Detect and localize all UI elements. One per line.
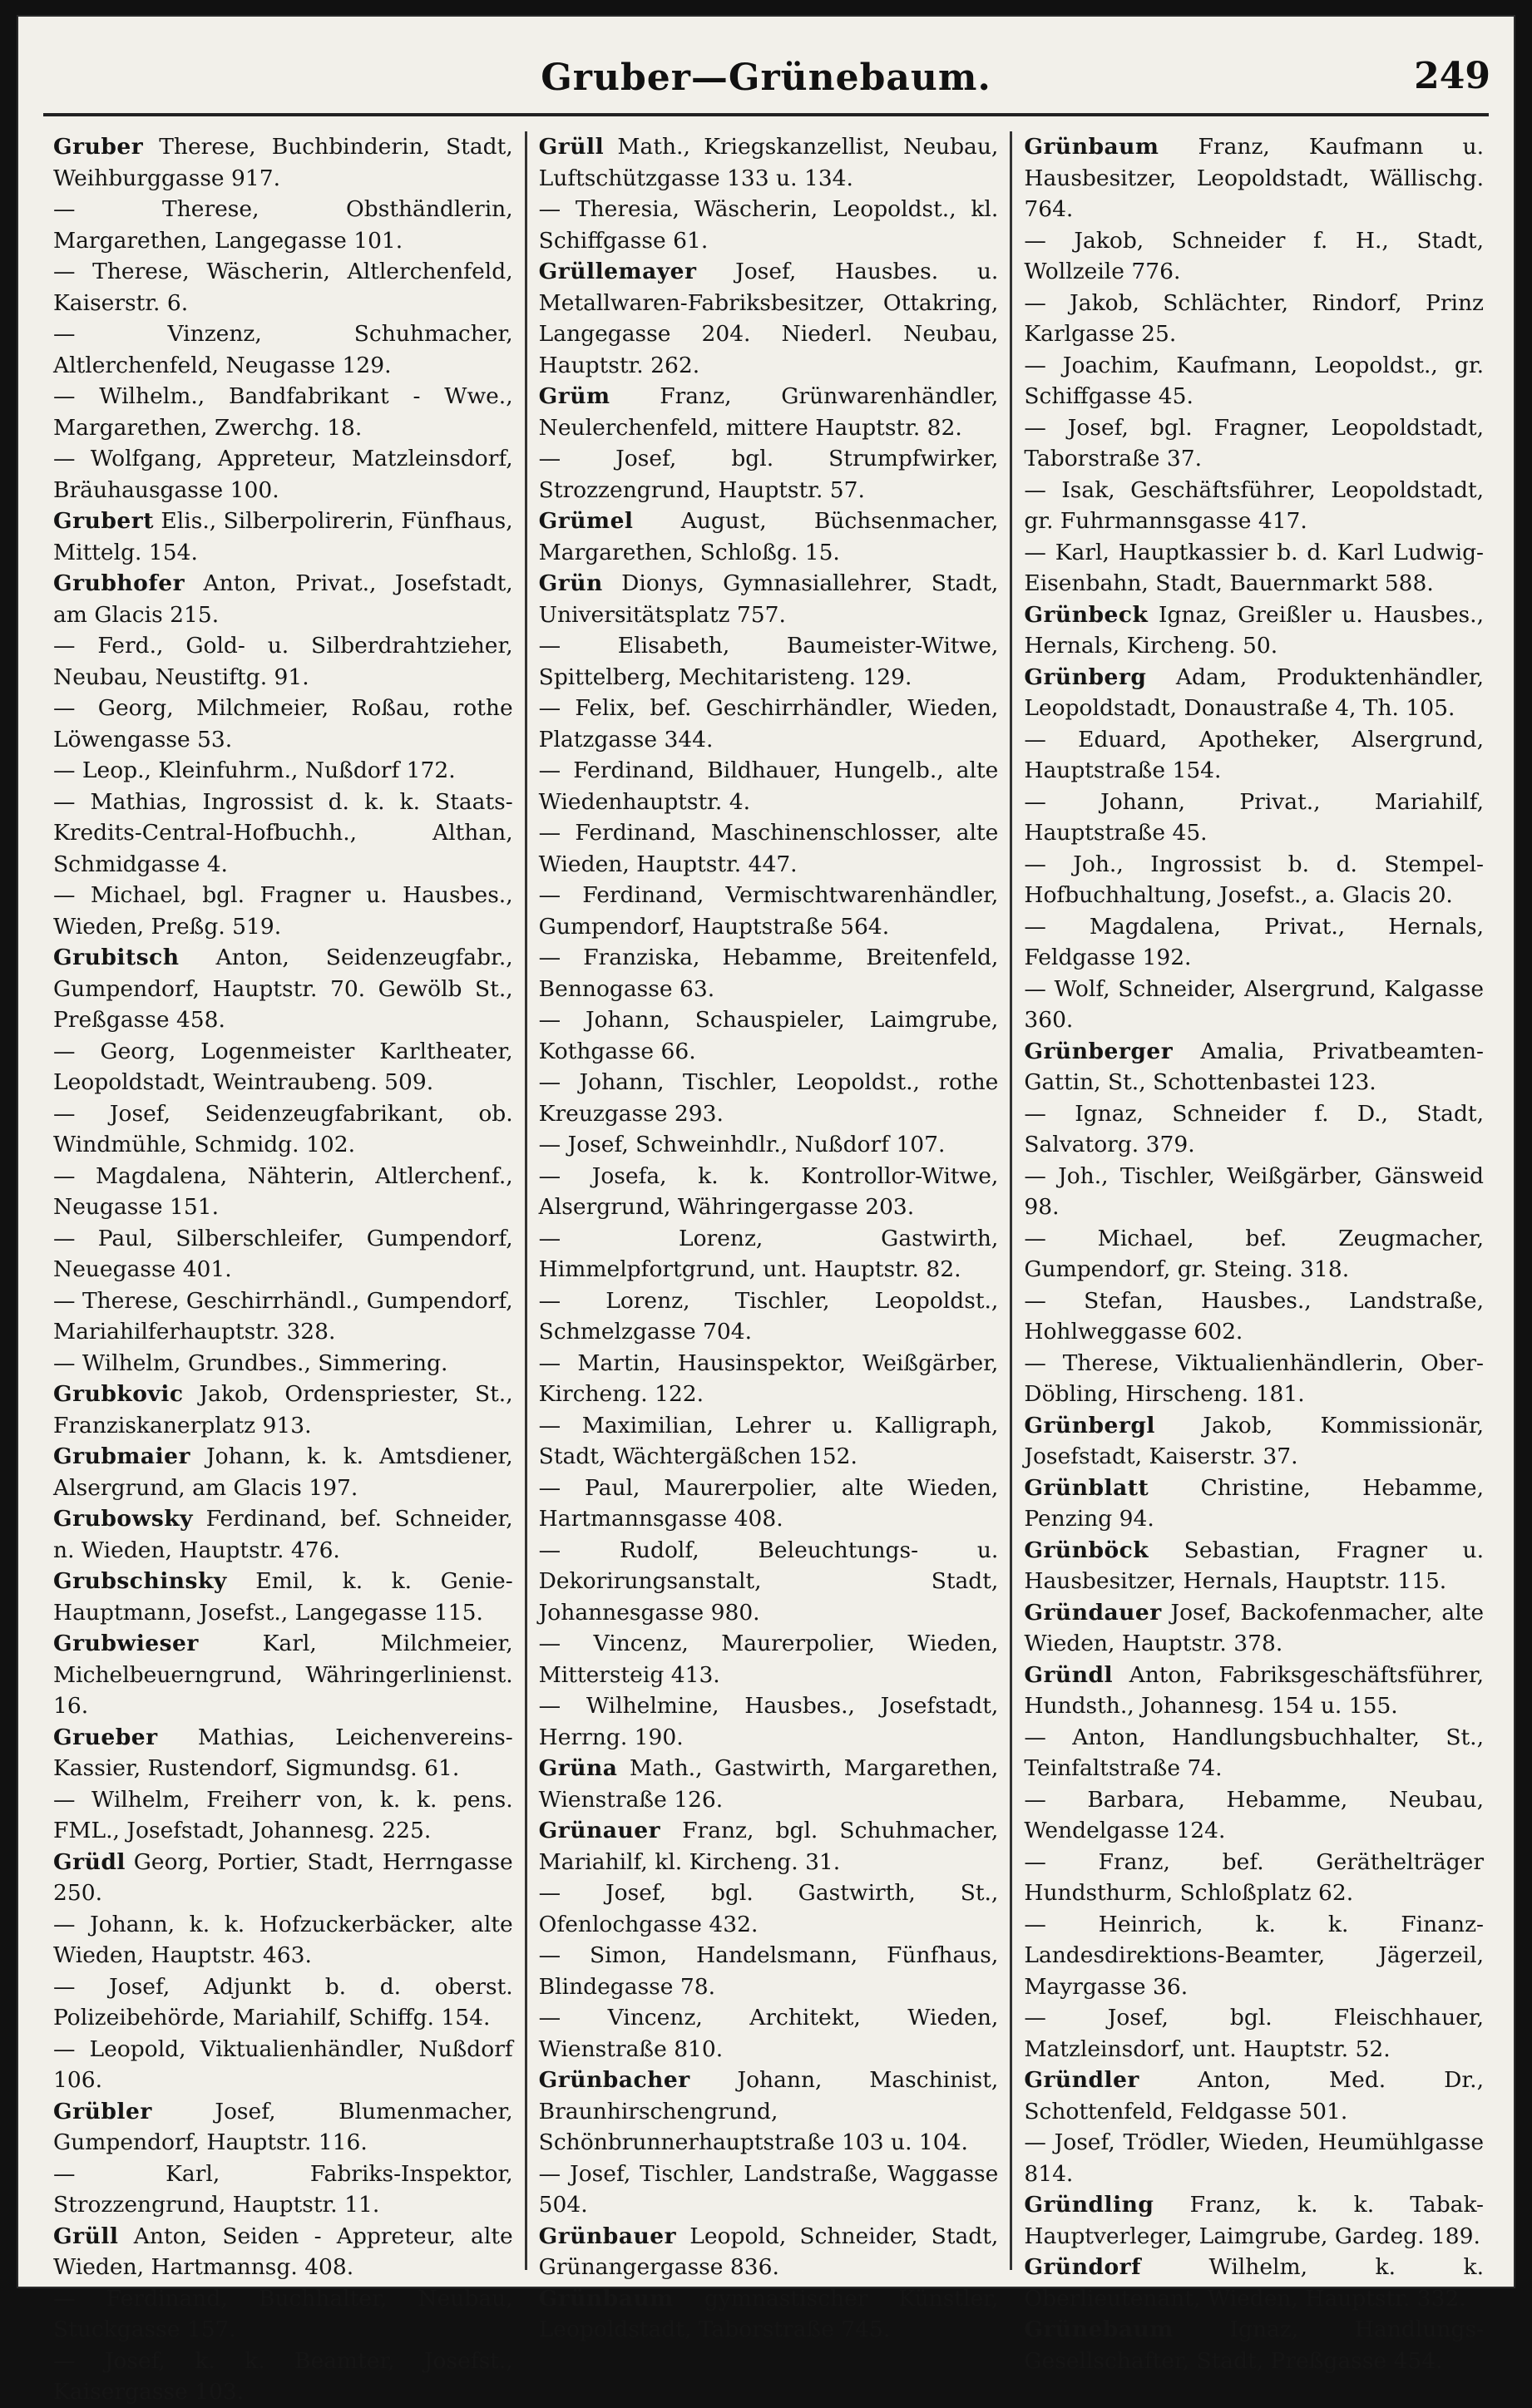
entry-text: Dionys, Gymnasiallehrer, Stadt, Universitätsplatz 757.	[538, 570, 999, 628]
directory-entry	[53, 318, 513, 381]
directory-entry	[53, 2221, 513, 2283]
entry-text: — Therese, Viktualienhändlerin, Ober-Döbling, Hirscheng. 181.	[1024, 1350, 1485, 1407]
entry-surname: Grubschinsky	[53, 1568, 227, 1594]
directory-entry	[539, 1535, 999, 1629]
directory-entry	[539, 1348, 999, 1410]
entry-surname: Grubwieser	[53, 1631, 199, 1656]
entry-text: gymnastischer Künstler, Leopoldstadt, Taborstraße 745.	[538, 2285, 999, 2342]
directory-entry	[53, 443, 513, 506]
directory-entry	[53, 942, 513, 1036]
directory-entry	[539, 1628, 999, 1690]
directory-entry	[1024, 1784, 1484, 1847]
entry-surname: Grümel	[538, 508, 634, 534]
directory-entry	[53, 2283, 513, 2346]
entry-text: Josef, Blumenmacher, Gumpendorf, Hauptstr. 116.	[53, 2098, 513, 2155]
entry-surname: Grubert	[53, 508, 154, 534]
entry-surname: Grünebaum	[1024, 2317, 1174, 2342]
directory-entry	[1024, 974, 1484, 1036]
directory-entry	[1024, 662, 1484, 724]
directory-entry	[539, 817, 999, 880]
directory-entry	[539, 256, 999, 381]
entry-text: — Leopold, Viktualienhändler, Nußdorf 106.	[53, 2035, 513, 2093]
page-number: 249	[1414, 55, 1490, 97]
directory-entry	[53, 1441, 513, 1503]
entry-text: — Therese, Wäscherin, Altlerchenfeld, Kaiserstr. 6.	[53, 259, 513, 316]
entry-surname: Grünberg	[1024, 664, 1147, 690]
entry-surname: Grüllemayer	[538, 259, 697, 284]
directory-entry	[53, 2034, 513, 2096]
directory-entry	[53, 256, 513, 318]
entry-text: — Josef, Adjunkt b. d. oberst. Polizeibehörde, Mariahilf, Schiffg. 154.	[53, 1973, 513, 2031]
entry-text: — Johann, Schauspieler, Laimgrube, Kothgasse 66.	[538, 1007, 999, 1064]
entry-surname: Grünbaum	[1024, 134, 1159, 160]
directory-entry	[1024, 724, 1484, 787]
directory-entry	[1024, 1348, 1484, 1410]
entry-text: — Wilhelmine, Hausbes., Josefstadt, Herrng. 190.	[538, 1693, 999, 1750]
directory-entry	[53, 1161, 513, 1223]
directory-entry	[1024, 1909, 1484, 2003]
directory-entry	[53, 1285, 513, 1348]
entry-text: — Maximilian, Lehrer u. Kalligraph, Stadt, Wächtergäßchen 152.	[538, 1412, 999, 1469]
entry-surname: Grubitsch	[53, 945, 180, 970]
directory-entry	[53, 880, 513, 942]
entry-text: — Theresia, Wäscherin, Leopoldst., kl. Schiffgasse 61.	[538, 196, 999, 254]
directory-entry	[539, 381, 999, 443]
directory-entry	[53, 2096, 513, 2159]
entry-text: Leopold, Schneider, Stadt, Grünangergasse 836.	[538, 2223, 999, 2280]
entry-text: Ignaz, Greißler u. Hausbes., Hernals, Kircheng. 50.	[1024, 601, 1485, 659]
directory-entry	[539, 942, 999, 1004]
page-header	[18, 48, 1514, 123]
entry-text: — Eduard, Apotheker, Alsergrund, Hauptstraße 154.	[1024, 726, 1485, 783]
entry-text: — Paul, Silberschleifer, Gumpendorf, Neuegasse 401.	[53, 1225, 513, 1282]
entry-text: — Josefa, k. k. Kontrollor-Witwe, Alsergrund, Währingergasse 203.	[538, 1162, 999, 1220]
entry-text: Josef, Backofenmacher, alte Wieden, Hauptstr. 378.	[1024, 1599, 1485, 1656]
entry-surname: Grünberger	[1024, 1038, 1174, 1064]
entry-text: — Vincenz, Maurerpolier, Wieden, Mittersteig 413.	[538, 1631, 999, 1688]
entry-text: Franz, bgl. Schuhmacher, Mariahilf, kl. Kircheng. 31.	[538, 1818, 999, 1875]
directory-entry	[1024, 475, 1484, 537]
directory-entry	[1024, 1660, 1484, 1722]
directory-entry	[539, 443, 999, 506]
directory-entry	[1024, 2002, 1484, 2065]
directory-entry	[53, 1223, 513, 1285]
entry-text: — Josef, bgl. Strumpfwirker, Strozzengrund, Hauptstr. 57.	[538, 446, 999, 503]
entry-text: — Wolf, Schneider, Alsergrund, Kalgasse 360.	[1024, 975, 1485, 1033]
entry-text: Anton, Fabriksgeschäftsführer, Hundsth., Johannesg. 154 u. 155.	[1024, 1661, 1485, 1719]
entry-text: — Karl, Fabriks-Inspektor, Strozzengrund, Hauptstr. 11.	[53, 2160, 513, 2218]
entry-text: Anton, Seiden - Appreteur, alte Wieden, Hartmannsg. 408.	[53, 2223, 513, 2280]
entry-surname: Gründl	[1024, 1661, 1114, 1688]
directory-entry	[1024, 1473, 1484, 1535]
entry-text: — Martin, Hausinspektor, Weißgärber, Kircheng. 122.	[538, 1350, 999, 1407]
directory-entry	[539, 1815, 999, 1878]
entry-text: — Wilhelm, Freiherr von, k. k. pens. FML., Josefstadt, Johannesg. 225.	[53, 1786, 513, 1843]
entry-text: — Georg, Logenmeister Karltheater, Leopoldstadt, Weintraubeng. 509.	[53, 1038, 513, 1095]
directory-entry	[1024, 600, 1484, 662]
column-right	[1010, 131, 1495, 2374]
entry-surname: Grüdl	[53, 1848, 126, 1875]
entry-surname: Gründauer	[1024, 1599, 1162, 1626]
directory-entry	[539, 194, 999, 256]
entry-text: — Ferd., Gold- u. Silberdrahtzieher, Neubau, Neustiftg. 91.	[53, 633, 513, 690]
directory-entry	[1024, 1847, 1484, 1909]
directory-entry	[53, 1348, 513, 1379]
entry-text: — Josef, Seidenzeugfabrikant, ob. Windmühle, Schmidg. 102.	[53, 1100, 513, 1157]
directory-entry	[1024, 1597, 1484, 1660]
entry-text: — Ignaz, Schneider f. D., Stadt, Salvatorg. 379.	[1024, 1100, 1485, 1157]
entry-text: Karl, Milchmeier, Michelbeuerngrund, Währingerlinienst. 16.	[53, 1631, 513, 1719]
entry-surname: Grünblatt	[1024, 1474, 1149, 1501]
directory-entry	[539, 755, 999, 817]
entry-surname: Grübler	[53, 2098, 152, 2124]
entry-text: — Anton, Handlungsbuchhalter, St., Teinfaltstraße 74.	[1024, 1724, 1485, 1781]
directory-entry	[53, 1036, 513, 1098]
entry-surname: Grüll	[53, 2223, 119, 2249]
directory-entry	[539, 1067, 999, 1129]
entry-text: Anton, Med. Dr., Schottenfeld, Feldgasse 501.	[1024, 2067, 1485, 2124]
entry-text: — Wolfgang, Appreteur, Matzleinsdorf, Bräuhausgasse 100.	[53, 446, 513, 503]
entry-surname: Grünböck	[1024, 1537, 1149, 1563]
directory-entry	[539, 1410, 999, 1473]
entry-text: — Vinzenz, Schuhmacher, Altlerchenfeld, Neugasse 129.	[53, 321, 513, 378]
directory-entry	[53, 693, 513, 755]
entry-surname: Grubowsky	[53, 1506, 194, 1532]
directory-entry	[1024, 787, 1484, 849]
entry-text: — Josef, k. k. Beamter, Josefst., Kaisergasse 103.	[53, 2347, 513, 2405]
entry-text: — Johann, Privat., Mariahilf, Hauptstraße 45.	[1024, 788, 1485, 846]
entry-surname: Grüm	[538, 383, 610, 409]
entry-surname: Grünbergl	[1024, 1412, 1155, 1438]
entry-text: — Jakob, Schlächter, Rindorf, Prinz Karlgasse 25.	[1024, 289, 1485, 347]
directory-entry	[53, 1503, 513, 1566]
directory-entry	[53, 1971, 513, 2034]
entry-text: Franz, k. k. Tabak-Hauptverleger, Laimgrube, Gardeg. 189.	[1024, 2192, 1485, 2249]
entry-text: — Josef, bgl. Gastwirth, St., Ofenlochgasse 432.	[538, 1880, 999, 1937]
directory-entry	[1024, 1535, 1484, 1597]
directory-entry	[539, 2065, 999, 2159]
entry-text: — Lorenz, Gastwirth, Himmelpfortgrund, unt. Hauptstr. 82.	[538, 1225, 999, 1282]
entry-text: Jakob, Ordenspriester, St., Franziskanerplatz 913.	[53, 1381, 513, 1438]
entry-text: — Josef, bgl. Fragner, Leopoldstadt, Taborstraße 37.	[1024, 414, 1485, 471]
entry-text: — Franz, bef. Geräthelträger Hundsthurm, Schloßplatz 62.	[1024, 1848, 1485, 1906]
entry-text: — Stefan, Hausbes., Landstraße, Hohlweggasse 602.	[1024, 1287, 1485, 1345]
entry-text: Emil, k. k. Genie-Hauptmann, Josefst., Langegasse 115.	[53, 1568, 513, 1626]
entry-text: — Mathias, Ingrossist d. k. k. Staats-Kredits-Central-Hofbuchh., Althan, Schmidgasse 4.	[53, 788, 513, 877]
entry-text: — Vincenz, Architekt, Wieden, Wienstraße 810.	[538, 2005, 999, 2062]
page-title: Gruber—Grünebaum.	[541, 57, 991, 99]
entry-text: — Ferdinand, Maschinenschlosser, alte Wieden, Hauptstr. 447.	[538, 820, 999, 877]
column-left	[42, 131, 525, 2405]
entry-surname: Grün	[538, 570, 603, 596]
directory-columns	[42, 131, 1495, 2405]
entry-surname: Gründling	[1024, 2192, 1154, 2218]
entry-text: Mathias, Leichenvereins-Kassier, Rustendorf, Sigmundsg. 61.	[53, 1724, 513, 1781]
entry-text: — Michael, bgl. Fragner u. Hausbes., Wieden, Preßg. 519.	[53, 882, 513, 940]
directory-entry	[53, 1379, 513, 1441]
directory-entry	[539, 506, 999, 568]
directory-entry	[1024, 1098, 1484, 1161]
entry-surname: Gründorf	[1024, 2254, 1142, 2280]
entry-surname: Grüll	[538, 134, 605, 160]
directory-entry	[53, 131, 513, 194]
entry-text: — Barbara, Hebamme, Neubau, Wendelgasse 124.	[1024, 1786, 1485, 1843]
entry-text: — Joachim, Kaufmann, Leopoldst., gr. Schiffgasse 45.	[1024, 352, 1485, 409]
entry-text: — Josef, Schweinhdlr., Nußdorf 107.	[538, 1132, 946, 1157]
entry-text: — Leop., Kleinfuhrm., Nußdorf 172.	[53, 757, 456, 783]
directory-entry	[539, 2002, 999, 2065]
entry-text: — Paul, Maurerpolier, alte Wieden, Hartmannsgasse 408.	[538, 1474, 999, 1532]
directory-entry	[53, 1784, 513, 1847]
entry-text: — Wilhelm., Bandfabrikant - Wwe., Margarethen, Zwerchg. 18.	[53, 383, 513, 441]
entry-text: — Josef, bgl. Fleischhauer, Matzleinsdorf, unt. Hauptstr. 52.	[1024, 2005, 1485, 2062]
directory-entry	[53, 2159, 513, 2221]
entry-text: Anton, Privat., Josefstadt, am Glacis 215.	[53, 570, 513, 628]
directory-entry	[53, 506, 513, 568]
entry-surname: Grubkovic	[53, 1381, 184, 1407]
entry-text: Georg, Portier, Stadt, Herrngasse 250.	[53, 1848, 513, 1906]
entry-text: Adam, Produktenhändler, Leopoldstadt, Donaustraße 4, Th. 105.	[1024, 664, 1485, 721]
entry-text: — Ferdinand, Vermischtwarenhändler, Gumpendorf, Hauptstraße 564.	[538, 882, 999, 940]
directory-entry	[539, 1940, 999, 2002]
directory-entry	[539, 2283, 999, 2346]
entry-text: — Wilhelm, Grundbes., Simmering.	[53, 1350, 448, 1376]
entry-text: — Lorenz, Tischler, Leopoldst., Schmelzgasse 704.	[538, 1287, 999, 1345]
directory-entry	[1024, 2127, 1484, 2189]
entry-surname: Grünauer	[538, 1818, 661, 1843]
entry-surname: Grünbeck	[1024, 601, 1149, 628]
directory-entry	[539, 1129, 999, 1161]
directory-entry	[539, 2159, 999, 2221]
entry-text: — Franziska, Hebamme, Breitenfeld, Bennogasse 63.	[538, 945, 999, 1002]
entry-text: — Johann, k. k. Hofzuckerbäcker, alte Wieden, Hauptstr. 463.	[53, 1911, 513, 1968]
directory-entry	[1024, 2065, 1484, 2127]
entry-text: August, Büchsenmacher, Margarethen, Schloßg. 15.	[538, 508, 999, 565]
entry-text: — Isak, Geschäftsführer, Leopoldstadt, gr. Fuhrmannsgasse 417.	[1024, 476, 1485, 534]
entry-text: — Karl, Hauptkassier b. d. Karl Ludwig-Eisenbahn, Stadt, Bauernmarkt 588.	[1024, 539, 1485, 596]
entry-text: — Michael, bef. Zeugmacher, Gumpendorf, gr. Steing. 318.	[1024, 1225, 1485, 1282]
entry-text: Christine, Hebamme, Penzing 94.	[1024, 1474, 1485, 1532]
entry-text: Johann, Maschinist, Braunhirschengrund, Schönbrunnerhauptstraße 103 u. 104.	[538, 2067, 999, 2155]
entry-text: — Therese, Obsthändlerin, Margarethen, Langegasse 101.	[53, 196, 513, 254]
directory-entry	[1024, 1161, 1484, 1223]
directory-entry	[53, 1722, 513, 1784]
directory-entry	[53, 194, 513, 256]
entry-text: Wilhelm, k. k. Oberlieutenant, Wieden, Hauptstr. 332.	[1024, 2254, 1485, 2312]
entry-text: Anton, Seidenzeugfabr., Gumpendorf, Hauptstr. 70. Gewölb St., Preßgasse 458.	[53, 945, 513, 1033]
entry-text: — Elisabeth, Baumeister-Witwe, Spittelberg, Mechitaristeng. 129.	[538, 633, 999, 690]
entry-text: — Magdalena, Nähterin, Altlerchenf., Neugasse 151.	[53, 1162, 513, 1220]
directory-entry	[539, 693, 999, 755]
directory-entry	[53, 755, 513, 787]
directory-entry	[53, 1098, 513, 1161]
directory-entry	[1024, 911, 1484, 974]
directory-entry	[539, 1004, 999, 1067]
entry-text: — Joh., Ingrossist b. d. Stempel-Hofbuchhaltung, Josefst., a. Glacis 20.	[1024, 851, 1485, 908]
entry-text: — Felix, bef. Geschirrhändler, Wieden, Platzgasse 344.	[538, 695, 999, 752]
directory-entry	[539, 880, 999, 942]
column-middle	[525, 131, 1011, 2342]
directory-entry	[53, 1566, 513, 1628]
directory-entry	[53, 1628, 513, 1722]
entry-text: Jakob, Kommissionär, Josefstadt, Kaiserstr. 37.	[1024, 1412, 1484, 1469]
entry-surname: Grünbauer	[538, 2223, 677, 2249]
directory-entry	[539, 1473, 999, 1535]
entry-surname: Gründler	[1024, 2067, 1139, 2093]
entry-text: Josef, Hausbes. u. Metallwaren-Fabriksbesitzer, Ottakring, Langegasse 204. Niederl. Neubau, Hauptstr. 262.	[538, 259, 999, 378]
entry-surname: Grueber	[53, 1724, 158, 1750]
entry-text: Ferdinand, bef. Schneider, n. Wieden, Hauptstr. 476.	[53, 1506, 513, 1563]
entry-text: Therese, Buchbinderin, Stadt, Weihburggasse 917.	[53, 134, 513, 191]
entry-text: — Georg, Milchmeier, Roßau, rothe Löwengasse 53.	[53, 695, 513, 752]
entry-text: — Ferdinand, Buchhalter, Neubau, Stuckgasse 157.	[53, 2285, 513, 2342]
entry-text: — Joh., Tischler, Weißgärber, Gänsweid 98.	[1024, 1162, 1485, 1220]
directory-entry	[53, 1847, 513, 1909]
directory-entry	[539, 1223, 999, 1285]
directory-entry	[53, 1909, 513, 1971]
directory-entry	[53, 381, 513, 443]
entry-text: Sebastian, Fragner u. Hausbesitzer, Hernals, Hauptstr. 115.	[1024, 1537, 1485, 1594]
directory-entry	[1024, 1722, 1484, 1784]
entry-surname: Grüna	[538, 1755, 618, 1781]
directory-entry	[1024, 1285, 1484, 1348]
entry-text: Johann, k. k. Amtsdiener, Alsergrund, am Glacis 197.	[53, 1443, 513, 1501]
directory-entry	[1024, 288, 1484, 350]
entry-text: Elis., Silberpolirerin, Fünfhaus, Mittelg. 154.	[53, 508, 513, 565]
directory-entry	[539, 1285, 999, 1348]
directory-entry	[1024, 2252, 1484, 2314]
directory-entry	[1024, 2189, 1484, 2252]
directory-entry	[539, 1690, 999, 1753]
directory-entry	[1024, 131, 1484, 225]
entry-text: — Josef, Tischler, Landstraße, Waggasse 504.	[538, 2160, 999, 2218]
entry-text: Franz, Kaufmann u. Hausbesitzer, Leopoldstadt, Wällischg. 764.	[1024, 134, 1485, 222]
entry-surname: Grünbaum	[538, 2285, 674, 2312]
directory-entry	[1024, 412, 1484, 475]
entry-text: — Heinrich, k. k. Finanz-Landesdirektions-Beamter, Jägerzeil, Mayrgasse 36.	[1024, 1911, 1485, 2000]
directory-entry	[539, 1753, 999, 1815]
entry-surname: Gruber	[53, 134, 144, 160]
entry-text: — Rudolf, Beleuchtungs- u. Dekorirungsanstalt, Stadt, Johannesgasse 980.	[538, 1537, 999, 1626]
directory-entry	[1024, 537, 1484, 600]
directory-entry	[53, 787, 513, 881]
entry-text: — Therese, Geschirrhändl., Gumpendorf, Mariahilferhauptstr. 328.	[53, 1287, 513, 1345]
entry-text: — Simon, Handelsmann, Fünfhaus, Blindegasse 78.	[538, 1942, 999, 2000]
directory-entry	[539, 1161, 999, 1223]
directory-entry	[1024, 849, 1484, 911]
directory-entry	[1024, 225, 1484, 288]
directory-entry	[539, 2221, 999, 2283]
header-divider	[43, 113, 1489, 116]
directory-entry	[53, 630, 513, 693]
directory-entry	[1024, 350, 1484, 412]
directory-entry	[53, 568, 513, 630]
entry-surname: Grünbacher	[538, 2067, 690, 2093]
directory-entry	[539, 131, 999, 194]
directory-entry	[1024, 1410, 1484, 1473]
directory-entry	[1024, 1036, 1484, 1098]
entry-text: Ignaz, Handlungs-Gesellschafter, Stadt, Preßgasse 454.	[1024, 2317, 1484, 2374]
entry-surname: Grubmaier	[53, 1443, 190, 1469]
directory-entry	[53, 2346, 513, 2408]
entry-text: — Johann, Tischler, Leopoldst., rothe Kreuzgasse 293.	[538, 1069, 999, 1127]
entry-text: — Ferdinand, Bildhauer, Hungelb., alte Wiedenhauptstr. 4.	[538, 757, 999, 815]
directory-entry	[539, 630, 999, 693]
entry-text: — Jakob, Schneider f. H., Stadt, Wollzeile 776.	[1024, 227, 1485, 284]
entry-text: Amalia, Privatbeamten-Gattin, St., Schottenbastei 123.	[1024, 1038, 1485, 1095]
entry-text: — Magdalena, Privat., Hernals, Feldgasse 192.	[1024, 913, 1485, 970]
entry-text: Math., Kriegskanzellist, Neubau, Luftschützgasse 133 u. 134.	[538, 134, 999, 191]
directory-entry	[1024, 2314, 1484, 2376]
entry-text: Math., Gastwirth, Margarethen, Wienstraße 126.	[538, 1755, 999, 1813]
directory-entry	[539, 568, 999, 630]
entry-text: — Josef, Trödler, Wieden, Heumühlgasse 814.	[1024, 2129, 1485, 2187]
directory-entry	[539, 1878, 999, 1940]
entry-text: Franz, Grünwarenhändler, Neulerchenfeld, mittere Hauptstr. 82.	[538, 383, 999, 441]
entry-surname: Grubhofer	[53, 570, 185, 596]
directory-page	[18, 17, 1514, 2405]
directory-entry	[1024, 1223, 1484, 1285]
